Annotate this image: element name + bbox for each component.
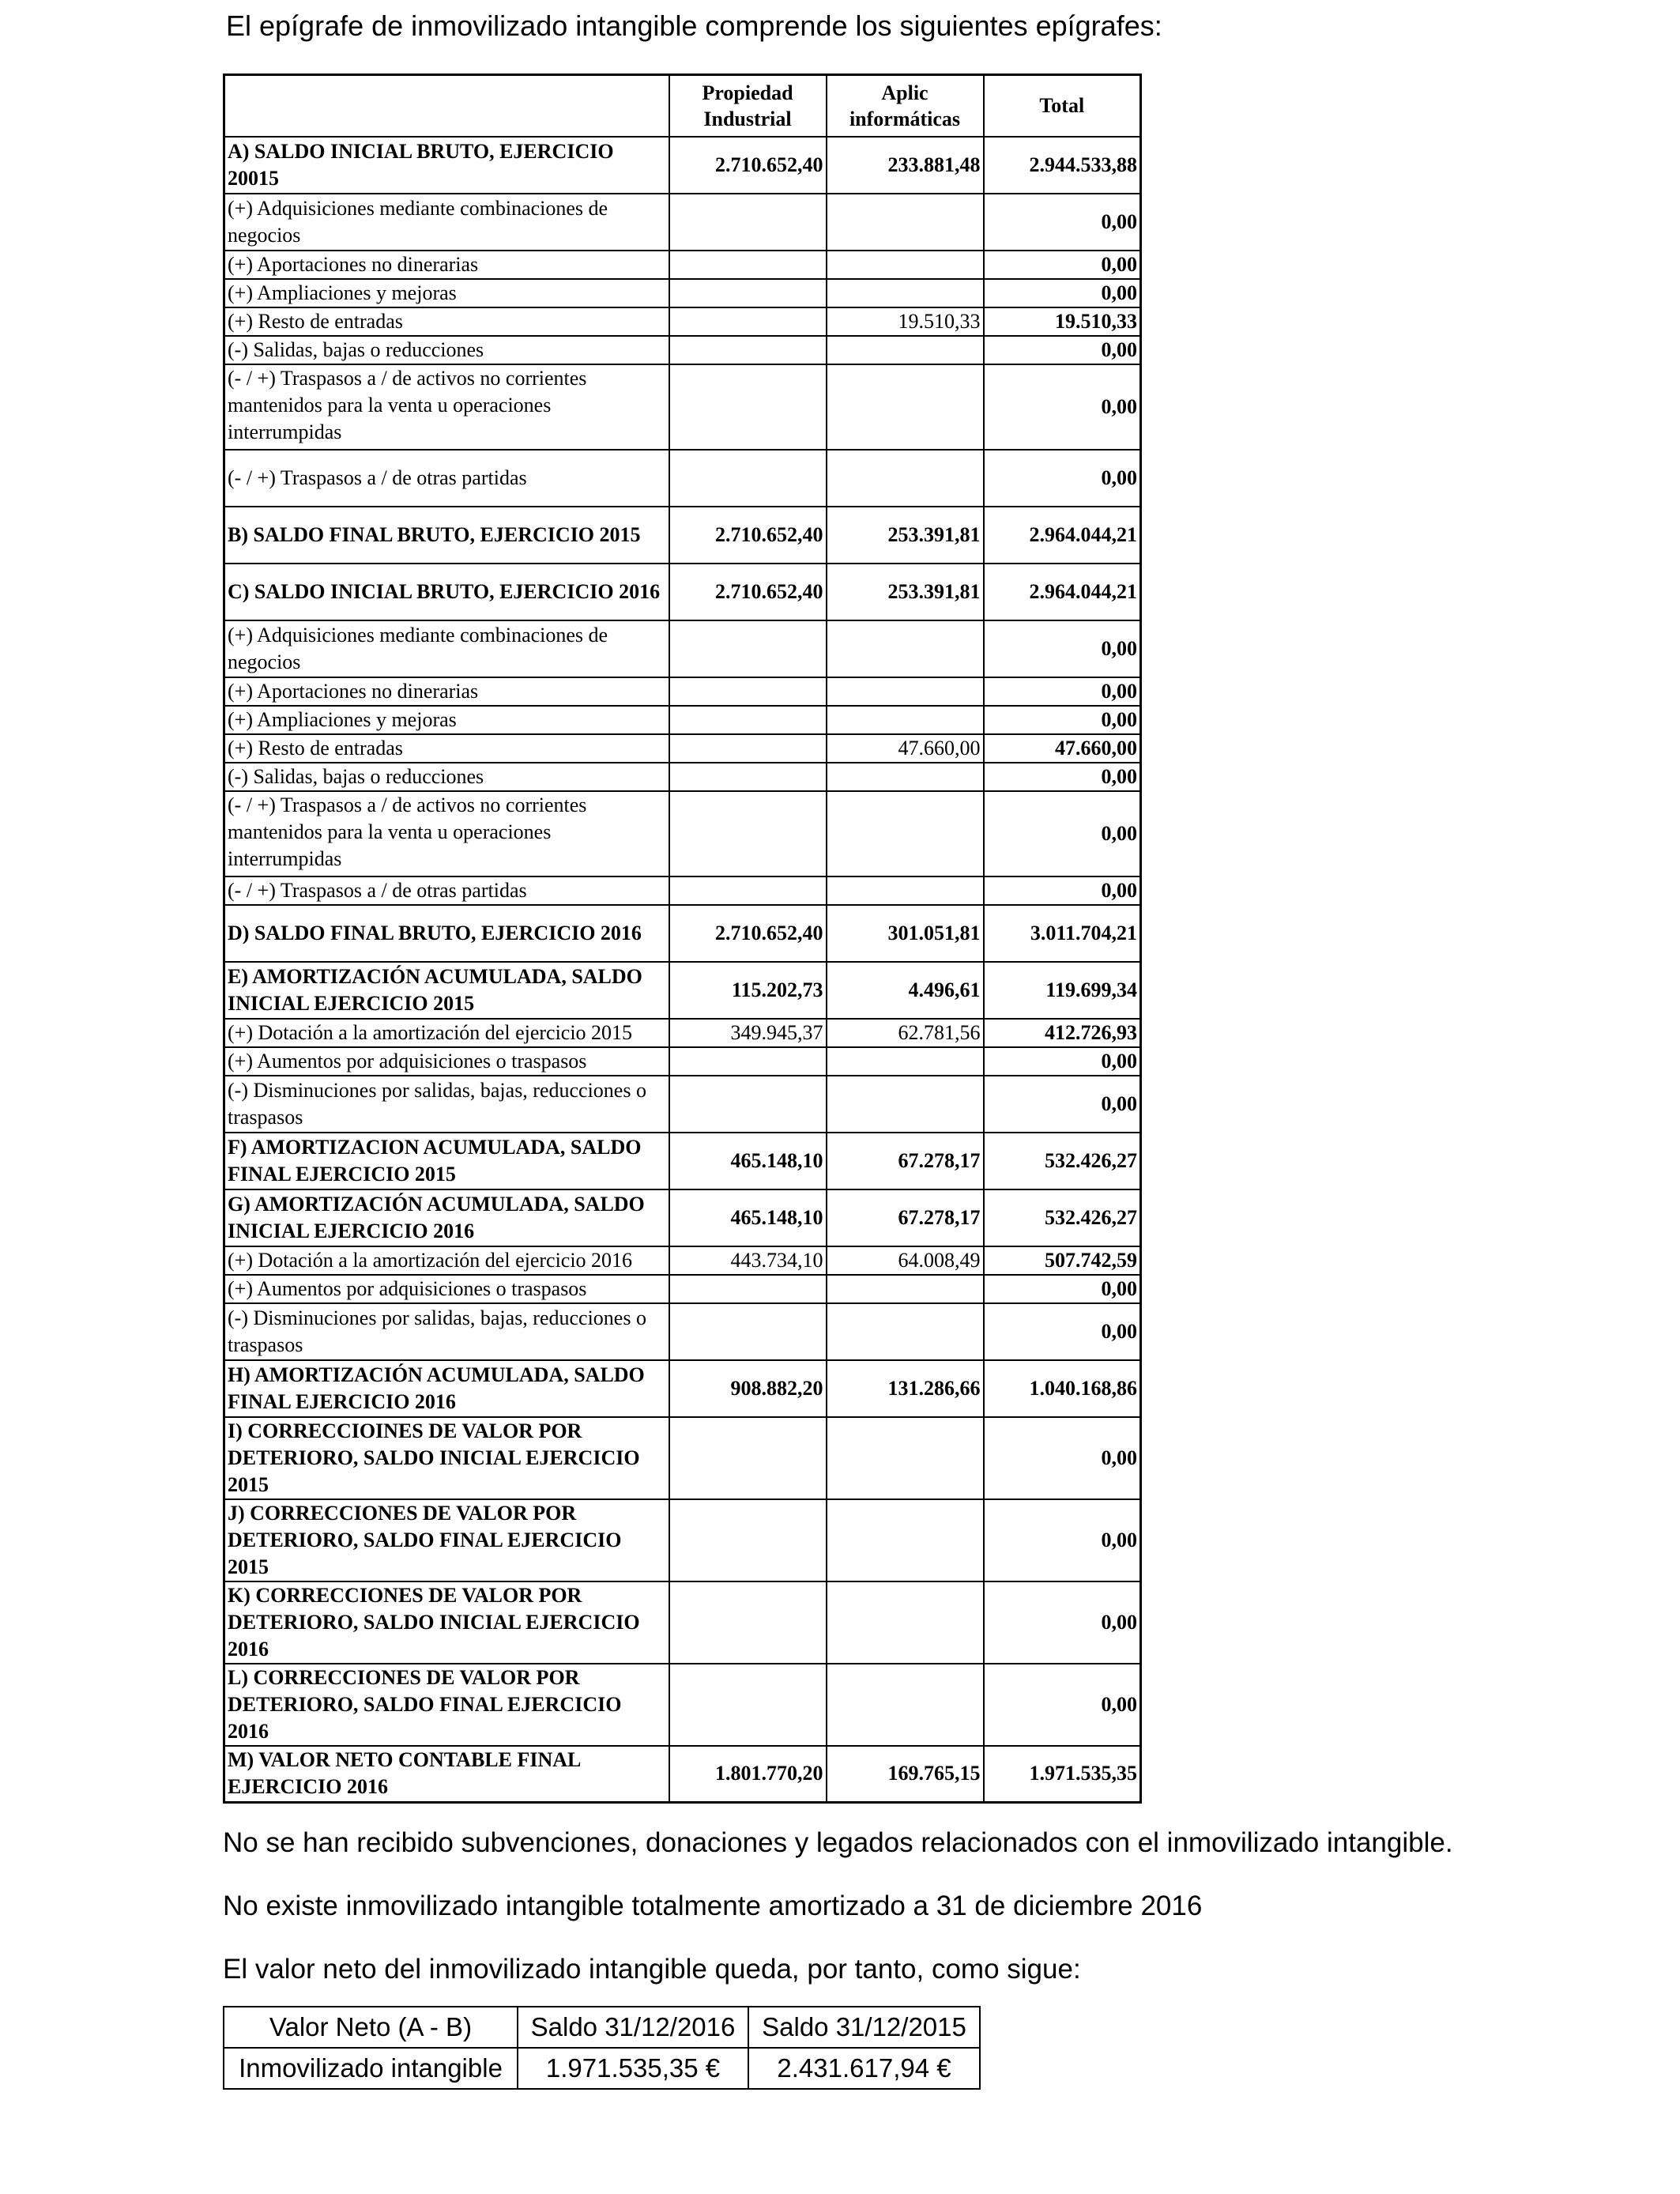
row-aplic-informaticas: 131.286,66: [827, 1360, 984, 1417]
row-propiedad-industrial: [669, 1417, 827, 1499]
table-row: [224, 279, 1141, 307]
row-label: M) VALOR NETO CONTABLE FINAL EJERCICIO 2016: [224, 1746, 669, 1803]
table-row: [224, 763, 1141, 791]
row-aplic-informaticas: 233.881,48: [827, 137, 984, 194]
header-total: Total: [984, 75, 1141, 137]
row-aplic-informaticas: 67.278,17: [827, 1133, 984, 1189]
row-propiedad-industrial: [669, 307, 827, 336]
row-propiedad-industrial: 2.710.652,40: [669, 564, 827, 620]
row-propiedad-industrial: [669, 1076, 827, 1133]
row-propiedad-industrial: [669, 279, 827, 307]
table-row: [224, 791, 1141, 876]
row-label: (-) Salidas, bajas o reducciones: [224, 336, 669, 364]
net-value-header-2016: Saldo 31/12/2016: [518, 2007, 748, 2048]
row-total: 0,00: [984, 677, 1141, 706]
net-value-2015: 2.431.617,94 €: [748, 2048, 980, 2089]
row-total: 0,00: [984, 1047, 1141, 1076]
row-propiedad-industrial: [669, 1499, 827, 1581]
table-row: [224, 1499, 1141, 1581]
net-value-2016: 1.971.535,35 €: [518, 2048, 748, 2089]
row-total: 532.426,27: [984, 1133, 1141, 1189]
row-propiedad-industrial: 2.710.652,40: [669, 507, 827, 564]
header-blank: [224, 75, 669, 137]
row-aplic-informaticas: [827, 1417, 984, 1499]
row-label: (+) Ampliaciones y mejoras: [224, 279, 669, 307]
row-total: 532.426,27: [984, 1189, 1141, 1246]
row-total: 119.699,34: [984, 962, 1141, 1019]
row-label: (- / +) Traspasos a / de otras partidas: [224, 876, 669, 905]
net-value-row-label: Inmovilizado intangible: [224, 2048, 518, 2089]
row-label: F) AMORTIZACION ACUMULADA, SALDO FINAL EJERCICIO 2015: [224, 1133, 669, 1189]
row-label: (+) Resto de entradas: [224, 734, 669, 763]
row-aplic-informaticas: [827, 706, 984, 734]
row-total: 412.726,93: [984, 1019, 1141, 1047]
row-aplic-informaticas: [827, 677, 984, 706]
table-row: [224, 251, 1141, 279]
row-total: 47.660,00: [984, 734, 1141, 763]
net-value-header-row: [224, 2007, 980, 2048]
paragraph-subvenciones: No se han recibido subvenciones, donaciones y legados relacionados con el inmovilizado intangible.: [223, 1827, 1453, 1858]
table-row: [224, 450, 1141, 507]
row-total: 0,00: [984, 279, 1141, 307]
net-value-table: [223, 2006, 981, 2090]
row-label: (+) Dotación a la amortización del ejercicio 2015: [224, 1019, 669, 1047]
table-row: [224, 1047, 1141, 1076]
row-label: (+) Aportaciones no dinerarias: [224, 677, 669, 706]
table-row: [224, 1246, 1141, 1275]
row-label: A) SALDO INICIAL BRUTO, EJERCICIO 20015: [224, 137, 669, 194]
row-label: (-) Salidas, bajas o reducciones: [224, 763, 669, 791]
table-row: [224, 1303, 1141, 1360]
row-aplic-informaticas: 64.008,49: [827, 1246, 984, 1275]
table-row: [224, 1275, 1141, 1303]
row-propiedad-industrial: [669, 876, 827, 905]
row-propiedad-industrial: 908.882,20: [669, 1360, 827, 1417]
row-total: 0,00: [984, 251, 1141, 279]
row-total: 0,00: [984, 336, 1141, 364]
row-total: 0,00: [984, 1417, 1141, 1499]
table-row: [224, 677, 1141, 706]
row-aplic-informaticas: 62.781,56: [827, 1019, 984, 1047]
table-row: [224, 1019, 1141, 1047]
row-propiedad-industrial: [669, 251, 827, 279]
row-aplic-informaticas: [827, 763, 984, 791]
row-label: (+) Adquisiciones mediante combinaciones de negocios: [224, 620, 669, 677]
table-row: [224, 1664, 1141, 1746]
net-value-header-2015: Saldo 31/12/2015: [748, 2007, 980, 2048]
row-total: 0,00: [984, 364, 1141, 450]
table-row: [224, 1360, 1141, 1417]
table-row: [224, 1076, 1141, 1133]
row-propiedad-industrial: [669, 706, 827, 734]
row-total: 3.011.704,21: [984, 905, 1141, 962]
row-label: I) CORRECCIOINES DE VALOR POR DETERIORO, SALDO INICIAL EJERCICIO 2015: [224, 1417, 669, 1499]
row-label: (+) Ampliaciones y mejoras: [224, 706, 669, 734]
row-total: 0,00: [984, 1581, 1141, 1664]
row-total: 0,00: [984, 450, 1141, 507]
row-total: 2.944.533,88: [984, 137, 1141, 194]
row-total: 0,00: [984, 763, 1141, 791]
table-row: [224, 507, 1141, 564]
table-row: [224, 1581, 1141, 1664]
row-label: (+) Aportaciones no dinerarias: [224, 251, 669, 279]
row-aplic-informaticas: 253.391,81: [827, 564, 984, 620]
row-total: 1.040.168,86: [984, 1360, 1141, 1417]
row-label: (-) Disminuciones por salidas, bajas, reducciones o traspasos: [224, 1076, 669, 1133]
row-label: (+) Adquisiciones mediante combinaciones de negocios: [224, 194, 669, 251]
row-total: 1.971.535,35: [984, 1746, 1141, 1803]
row-total: 0,00: [984, 1275, 1141, 1303]
row-aplic-informaticas: [827, 251, 984, 279]
table-body: [224, 137, 1141, 1803]
table-row: [224, 620, 1141, 677]
row-aplic-informaticas: [827, 1499, 984, 1581]
row-total: 507.742,59: [984, 1246, 1141, 1275]
row-aplic-informaticas: [827, 791, 984, 876]
row-total: 19.510,33: [984, 307, 1141, 336]
row-label: H) AMORTIZACIÓN ACUMULADA, SALDO FINAL EJERCICIO 2016: [224, 1360, 669, 1417]
row-aplic-informaticas: [827, 194, 984, 251]
row-aplic-informaticas: [827, 1664, 984, 1746]
row-total: 0,00: [984, 620, 1141, 677]
intro-text: El epígrafe de inmovilizado intangible comprende los siguientes epígrafes:: [226, 9, 1162, 42]
row-label: L) CORRECCIONES DE VALOR POR DETERIORO, SALDO FINAL EJERCICIO 2016: [224, 1664, 669, 1746]
row-label: J) CORRECCIONES DE VALOR POR DETERIORO, SALDO FINAL EJERCICIO 2015: [224, 1499, 669, 1581]
row-propiedad-industrial: [669, 336, 827, 364]
row-aplic-informaticas: 4.496,61: [827, 962, 984, 1019]
row-label: E) AMORTIZACIÓN ACUMULADA, SALDO INICIAL EJERCICIO 2015: [224, 962, 669, 1019]
table-row: [224, 364, 1141, 450]
row-aplic-informaticas: [827, 620, 984, 677]
row-aplic-informaticas: 19.510,33: [827, 307, 984, 336]
table-header-row: [224, 75, 1141, 137]
row-propiedad-industrial: 465.148,10: [669, 1133, 827, 1189]
net-value-data-row: [224, 2048, 980, 2089]
net-value-header-label: Valor Neto (A - B): [224, 2007, 518, 2048]
row-total: 2.964.044,21: [984, 507, 1141, 564]
row-label: (- / +) Traspasos a / de otras partidas: [224, 450, 669, 507]
row-aplic-informaticas: [827, 279, 984, 307]
row-propiedad-industrial: 465.148,10: [669, 1189, 827, 1246]
intangible-assets-table: [223, 74, 1142, 1804]
row-aplic-informaticas: [827, 364, 984, 450]
row-label: D) SALDO FINAL BRUTO, EJERCICIO 2016: [224, 905, 669, 962]
row-label: G) AMORTIZACIÓN ACUMULADA, SALDO INICIAL EJERCICIO 2016: [224, 1189, 669, 1246]
table-row: [224, 1746, 1141, 1803]
row-total: 0,00: [984, 1499, 1141, 1581]
row-propiedad-industrial: [669, 1303, 827, 1360]
row-label: (- / +) Traspasos a / de activos no corrientes mantenidos para la venta u operaciones interrumpidas: [224, 791, 669, 876]
row-label: (-) Disminuciones por salidas, bajas, reducciones o traspasos: [224, 1303, 669, 1360]
row-aplic-informaticas: 301.051,81: [827, 905, 984, 962]
row-propiedad-industrial: 1.801.770,20: [669, 1746, 827, 1803]
row-aplic-informaticas: 253.391,81: [827, 507, 984, 564]
row-label: (+) Aumentos por adquisiciones o traspasos: [224, 1275, 669, 1303]
table-row: [224, 734, 1141, 763]
row-aplic-informaticas: [827, 1275, 984, 1303]
table-row: [224, 1189, 1141, 1246]
row-propiedad-industrial: 349.945,37: [669, 1019, 827, 1047]
row-aplic-informaticas: 169.765,15: [827, 1746, 984, 1803]
table-row: [224, 905, 1141, 962]
header-propiedad-industrial: Propiedad Industrial: [669, 75, 827, 137]
paragraph-valor-neto: El valor neto del inmovilizado intangible queda, por tanto, como sigue:: [223, 1954, 1081, 1985]
row-total: 0,00: [984, 706, 1141, 734]
row-propiedad-industrial: [669, 734, 827, 763]
header-aplic-informaticas: Aplic informáticas: [827, 75, 984, 137]
row-aplic-informaticas: [827, 450, 984, 507]
row-aplic-informaticas: [827, 1047, 984, 1076]
row-total: 0,00: [984, 194, 1141, 251]
row-propiedad-industrial: [669, 763, 827, 791]
row-propiedad-industrial: 2.710.652,40: [669, 137, 827, 194]
row-propiedad-industrial: [669, 1047, 827, 1076]
row-propiedad-industrial: [669, 450, 827, 507]
row-aplic-informaticas: [827, 1581, 984, 1664]
row-aplic-informaticas: 67.278,17: [827, 1189, 984, 1246]
row-propiedad-industrial: [669, 1664, 827, 1746]
row-label: (+) Aumentos por adquisiciones o traspasos: [224, 1047, 669, 1076]
row-propiedad-industrial: [669, 1581, 827, 1664]
row-total: 0,00: [984, 791, 1141, 876]
row-aplic-informaticas: [827, 1303, 984, 1360]
table-row: [224, 1417, 1141, 1499]
row-label: C) SALDO INICIAL BRUTO, EJERCICIO 2016: [224, 564, 669, 620]
row-total: 0,00: [984, 1076, 1141, 1133]
table-row: [224, 307, 1141, 336]
row-total: 0,00: [984, 1664, 1141, 1746]
table-row: [224, 194, 1141, 251]
row-label: (- / +) Traspasos a / de activos no corrientes mantenidos para la venta u operaciones interrumpidas: [224, 364, 669, 450]
row-propiedad-industrial: [669, 677, 827, 706]
row-propiedad-industrial: [669, 620, 827, 677]
row-propiedad-industrial: [669, 1275, 827, 1303]
row-aplic-informaticas: [827, 1076, 984, 1133]
table-row: [224, 1133, 1141, 1189]
row-propiedad-industrial: [669, 364, 827, 450]
row-label: (+) Dotación a la amortización del ejercicio 2016: [224, 1246, 669, 1275]
table-row: [224, 137, 1141, 194]
table-row: [224, 706, 1141, 734]
row-propiedad-industrial: [669, 194, 827, 251]
row-aplic-informaticas: [827, 876, 984, 905]
row-total: 0,00: [984, 1303, 1141, 1360]
row-label: B) SALDO FINAL BRUTO, EJERCICIO 2015: [224, 507, 669, 564]
row-total: 0,00: [984, 876, 1141, 905]
row-propiedad-industrial: 2.710.652,40: [669, 905, 827, 962]
row-label: K) CORRECCIONES DE VALOR POR DETERIORO, SALDO INICIAL EJERCICIO 2016: [224, 1581, 669, 1664]
table-row: [224, 962, 1141, 1019]
row-aplic-informaticas: [827, 336, 984, 364]
row-propiedad-industrial: 115.202,73: [669, 962, 827, 1019]
row-propiedad-industrial: [669, 791, 827, 876]
table-row: [224, 564, 1141, 620]
row-aplic-informaticas: 47.660,00: [827, 734, 984, 763]
table-row: [224, 336, 1141, 364]
row-total: 2.964.044,21: [984, 564, 1141, 620]
row-propiedad-industrial: 443.734,10: [669, 1246, 827, 1275]
table-row: [224, 876, 1141, 905]
paragraph-amortizado: No existe inmovilizado intangible totalmente amortizado a 31 de diciembre 2016: [223, 1891, 1203, 1921]
row-label: (+) Resto de entradas: [224, 307, 669, 336]
